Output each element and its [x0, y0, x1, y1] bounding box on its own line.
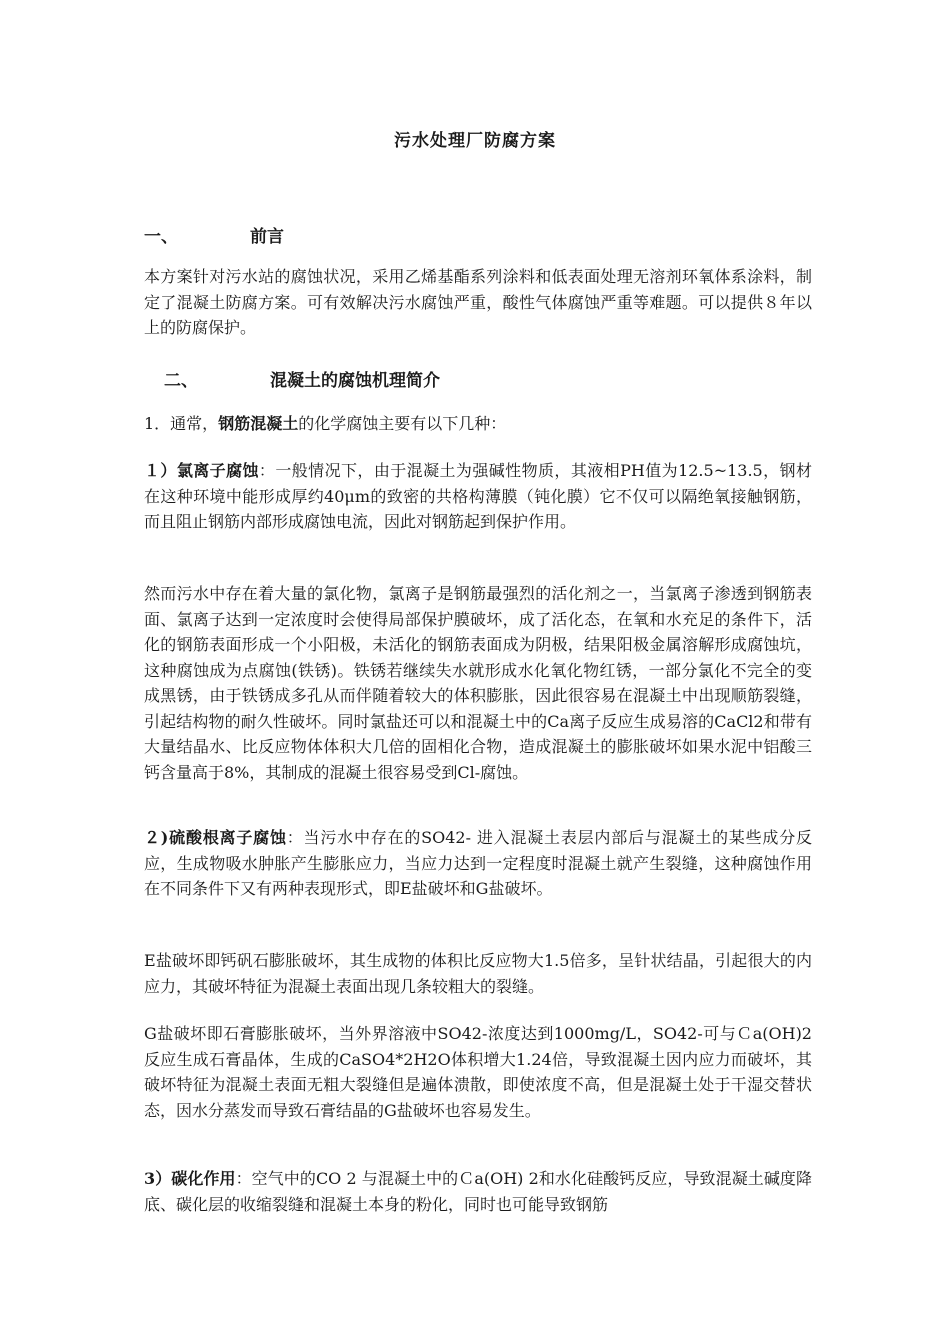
item-label: 3）碳化作用: [144, 1169, 236, 1188]
g-salt-paragraph: G盐破坏即石膏膨胀破坏，当外界溶液中SO42-浓度达到1000mg/L，SO42-可与Ｃa(OH)2反应生成石膏晶体，生成的CaSO4*2H2O体积增大1.24倍，导致混凝土因内应力而破坏，其破坏特征为混凝土表面无粗大裂缝但是遍体溃散，即使浓度不高，但是混凝土处于干湿交替状态，因水分蒸发而导致石膏结晶的G盐破坏也容易发生。: [144, 1024, 812, 1120]
point-rest: 的化学腐蚀主要有以下几种：: [298, 414, 507, 433]
section-title: 前言: [250, 227, 284, 247]
point-bold-term: 钢筋混凝土: [218, 414, 299, 433]
section-number: 一、: [144, 227, 178, 247]
section-number: 二、: [164, 371, 198, 391]
item-label: １）氯离子腐蚀: [144, 461, 259, 480]
item-text: ：当污水中存在的SO42- 进入混凝土表层内部后与混凝土的某些成分反应，生成物吸水肿胀产生膨胀应力，当应力达到一定程度时混凝土就产生裂缝，这种腐蚀作用在不同条件下又有两种表现形式，即E盐破坏和G盐破坏。: [144, 828, 812, 898]
intro-paragraph: 本方案针对污水站的腐蚀状况，采用乙烯基酯系列涂料和低表面处理无溶剂环氧体系涂料，制定了混凝土防腐方案。可有效解决污水腐蚀严重，酸性气体腐蚀严重等难题。可以提供８年以上的防腐保护。: [144, 267, 812, 337]
item-label: ２)硫酸根离子腐蚀: [144, 828, 287, 847]
point-prefix: 1．通常，: [144, 414, 219, 433]
section-heading-1: [144, 222, 284, 247]
item-text: ：空气中的CO 2 与混凝土中的Ｃa(OH) 2和水化硅酸钙反应，导致混凝土碱度降底、碳化层的收缩裂缝和混凝土本身的粉化，同时也可能导致钢筋: [144, 1169, 812, 1214]
document-title: 污水处理厂防腐方案: [394, 131, 556, 151]
e-salt-paragraph: E盐破坏即钙矾石膨胀破坏，其生成物的体积比反应物大1.5倍多，呈针状结晶，引起很大的内应力，其破坏特征为混凝土表面出现几条较粗大的裂缝。: [144, 951, 812, 996]
section-title: 混凝土的腐蚀机理简介: [270, 371, 440, 391]
item-text: ：一般情况下，由于混凝土为强碱性物质，其液相PH值为12.5~13.5，钢材在这种环境中能形成厚约40μm的致密的共格构薄膜（钝化膜）它不仅可以隔绝氧接触钢筋，而且阻止钢筋内部形成腐蚀电流，因此对钢筋起到保护作用。: [144, 461, 812, 531]
chloride-detail-paragraph: 然而污水中存在着大量的氯化物，氯离子是钢筋最强烈的活化剂之一，当氯离子渗透到钢筋表面、氯离子达到一定浓度时会使得局部保护膜破坏，成了活化态，在氧和水充足的条件下，活化的钢筋表面形成一个小阳极，未活化的钢筋表面成为阴极，结果阳极金属溶解形成腐蚀坑，这种腐蚀成为点腐蚀(铁锈)。铁锈若继续失水就形成水化氧化物红锈，一部分氯化不完全的变成黑锈，由于铁锈成多孔从而伴随着较大的体积膨胀，因此很容易在混凝土中出现顺筋裂缝，引起结构物的耐久性破坏。同时氯盐还可以和混凝土中的Ca离子反应生成易溶的CaCl2和带有大量结晶水、比反应物体体积大几倍的固相化合物，造成混凝土的膨胀破坏如果水泥中铝酸三钙含量高于8%，其制成的混凝土很容易受到Cl-腐蚀。: [144, 584, 812, 782]
chloride-item-paragraph: [144, 458, 812, 535]
sulfate-item-paragraph: [144, 825, 812, 902]
carbonation-item-paragraph: [144, 1166, 812, 1217]
point-1-paragraph: [144, 411, 812, 437]
section-heading-2: [164, 366, 440, 391]
